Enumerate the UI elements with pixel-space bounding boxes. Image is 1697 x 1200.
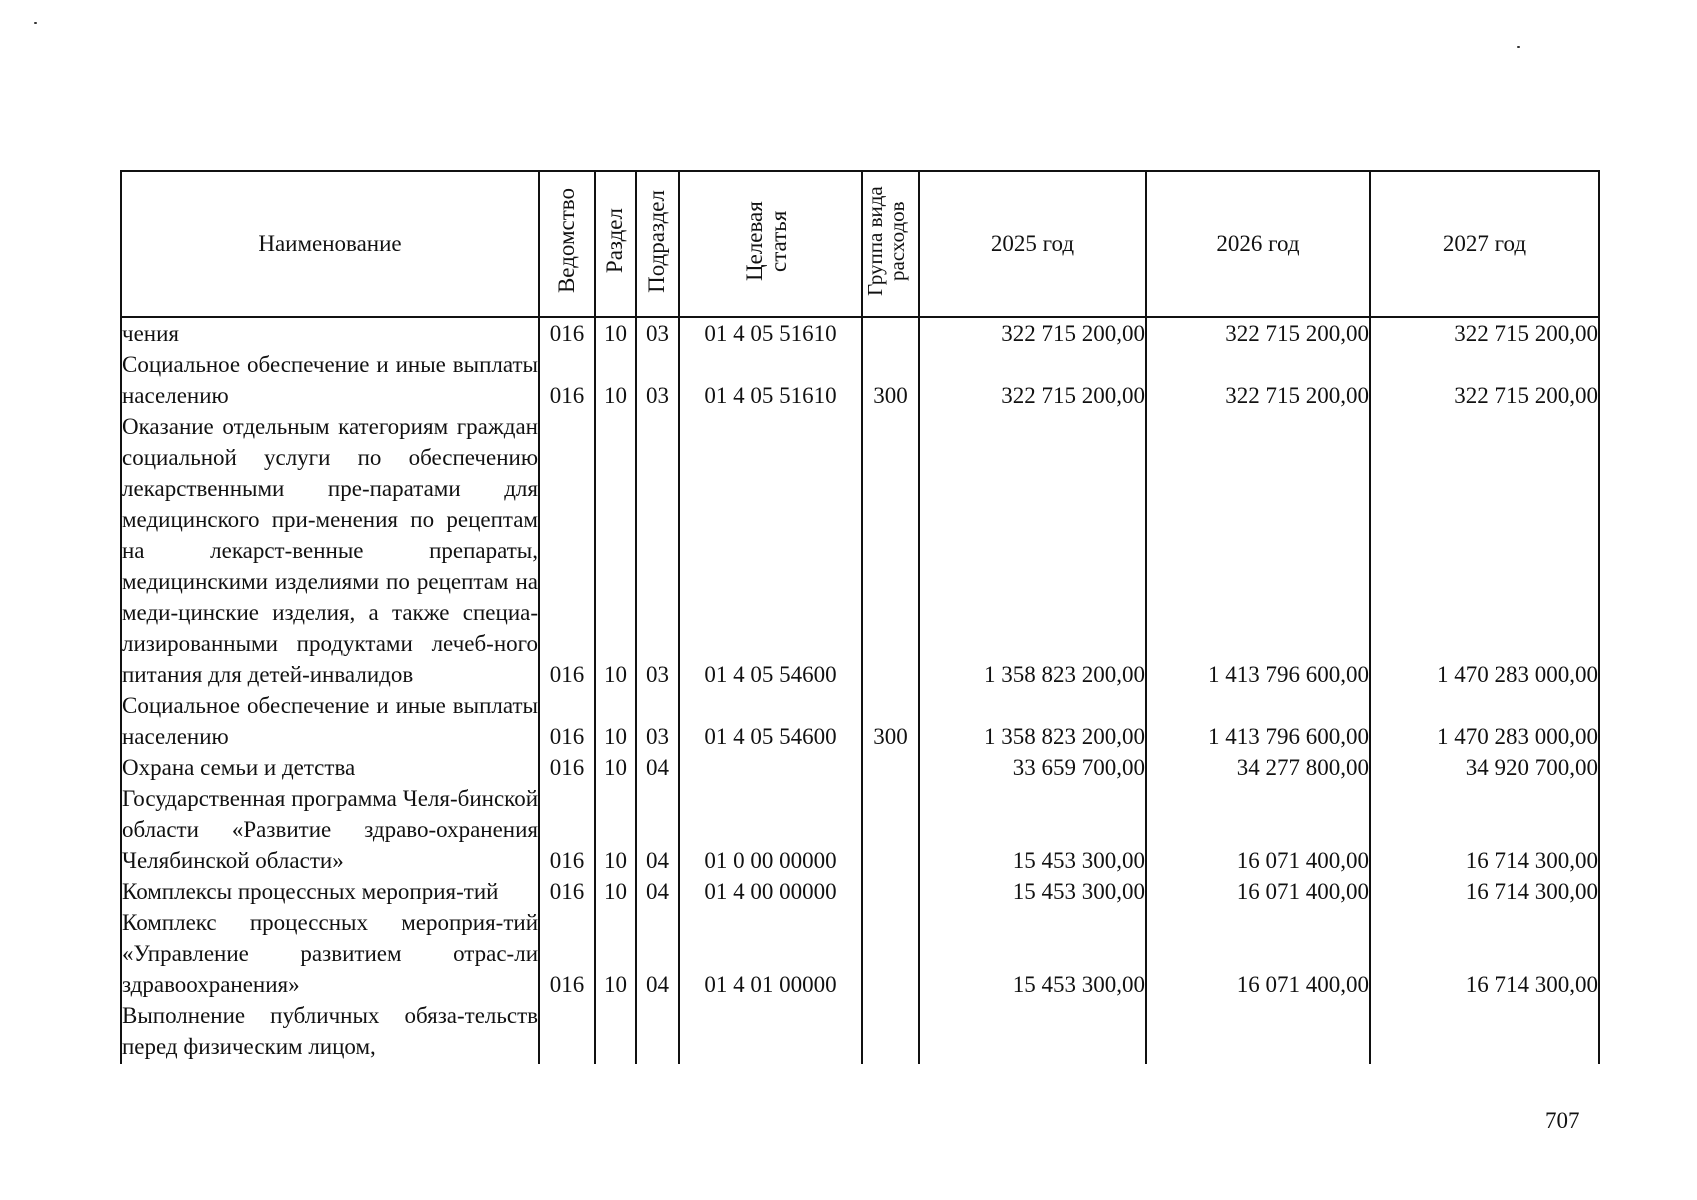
row-dept: 016 xyxy=(539,411,595,690)
row-subsection: 04 xyxy=(636,783,679,876)
row-dept: 016 xyxy=(539,349,595,411)
row-section: 10 xyxy=(595,349,636,411)
row-2025: 15 453 300,00 xyxy=(919,783,1146,876)
row-2025: 1 358 823 200,00 xyxy=(919,411,1146,690)
row-name: Охрана семьи и детства xyxy=(121,752,539,783)
table-header-row xyxy=(121,171,1599,317)
row-dept: 016 xyxy=(539,907,595,1000)
row-subsection: 03 xyxy=(636,349,679,411)
table-row xyxy=(121,1000,1599,1064)
row-target: 01 4 05 51610 xyxy=(679,349,862,411)
row-name: Комплекс процессных мероприя-тий «Управление развитием отрас-ли здравоохранения» xyxy=(121,907,539,1000)
page-number: 707 xyxy=(1545,1108,1580,1133)
table-row xyxy=(121,411,1599,690)
row-2025 xyxy=(919,1000,1146,1064)
row-dept: 016 xyxy=(539,876,595,907)
row-2027: 16 714 300,00 xyxy=(1370,876,1599,907)
row-group xyxy=(862,876,919,907)
row-subsection: 03 xyxy=(636,411,679,690)
row-name: Оказание отдельным категориям граждан социальной услуги по обеспечению лекарственными пре-паратами для медицинского при-менения по рецептам на лекарст-венные препараты, медицинскими изделиями по рецептам на меди-цинские изделия, а также специа-лизированными продуктами лечеб-ного питания для детей-инвалидов xyxy=(121,411,539,690)
row-target: 01 4 00 00000 xyxy=(679,876,862,907)
row-2025: 33 659 700,00 xyxy=(919,752,1146,783)
row-2025: 322 715 200,00 xyxy=(919,349,1146,411)
table-row xyxy=(121,690,1599,752)
row-target: 01 4 05 54600 xyxy=(679,690,862,752)
row-group xyxy=(862,1000,919,1064)
row-group: 300 xyxy=(862,349,919,411)
header-name: Наименование xyxy=(121,171,539,317)
row-2026: 16 071 400,00 xyxy=(1146,783,1370,876)
row-dept: 016 xyxy=(539,783,595,876)
row-name: Выполнение публичных обяза-тельств перед физическим лицом, xyxy=(121,1000,539,1064)
row-2027: 322 715 200,00 xyxy=(1370,317,1599,349)
header-subsection: Подраздел xyxy=(636,171,679,317)
row-subsection: 03 xyxy=(636,317,679,349)
row-dept: 016 xyxy=(539,690,595,752)
header-dept: Ведомство xyxy=(539,171,595,317)
header-2027: 2027 год xyxy=(1370,171,1599,317)
scan-speck xyxy=(34,22,37,24)
row-dept: 016 xyxy=(539,752,595,783)
row-target: 01 4 05 54600 xyxy=(679,411,862,690)
row-section: 10 xyxy=(595,411,636,690)
row-2026: 322 715 200,00 xyxy=(1146,349,1370,411)
row-2027: 1 470 283 000,00 xyxy=(1370,411,1599,690)
header-2026: 2026 год xyxy=(1146,171,1370,317)
row-2026: 34 277 800,00 xyxy=(1146,752,1370,783)
row-2026: 16 071 400,00 xyxy=(1146,876,1370,907)
row-2027: 322 715 200,00 xyxy=(1370,349,1599,411)
table-row xyxy=(121,317,1599,349)
row-subsection xyxy=(636,1000,679,1064)
row-2027 xyxy=(1370,1000,1599,1064)
row-target xyxy=(679,1000,862,1064)
table-row xyxy=(121,783,1599,876)
row-section: 10 xyxy=(595,690,636,752)
row-2026: 1 413 796 600,00 xyxy=(1146,690,1370,752)
row-group xyxy=(862,783,919,876)
scan-speck xyxy=(1517,46,1520,48)
row-section: 10 xyxy=(595,317,636,349)
header-group: Группа вида расходов xyxy=(862,171,919,317)
row-target: 01 4 01 00000 xyxy=(679,907,862,1000)
table-row xyxy=(121,752,1599,783)
row-2027: 1 470 283 000,00 xyxy=(1370,690,1599,752)
row-2026 xyxy=(1146,1000,1370,1064)
row-section: 10 xyxy=(595,876,636,907)
row-section: 10 xyxy=(595,783,636,876)
row-2026: 16 071 400,00 xyxy=(1146,907,1370,1000)
row-target xyxy=(679,752,862,783)
row-group xyxy=(862,317,919,349)
row-dept: 016 xyxy=(539,317,595,349)
row-subsection: 04 xyxy=(636,876,679,907)
row-group: 300 xyxy=(862,690,919,752)
header-target: Целевая статья xyxy=(679,171,862,317)
row-name: Социальное обеспечение и иные выплаты населению xyxy=(121,690,539,752)
budget-table xyxy=(120,170,1600,1064)
row-section xyxy=(595,1000,636,1064)
row-2027: 34 920 700,00 xyxy=(1370,752,1599,783)
table-row xyxy=(121,349,1599,411)
row-2026: 1 413 796 600,00 xyxy=(1146,411,1370,690)
row-name: Комплексы процессных мероприя-тий xyxy=(121,876,539,907)
row-2025: 15 453 300,00 xyxy=(919,876,1146,907)
row-section: 10 xyxy=(595,907,636,1000)
table-row xyxy=(121,876,1599,907)
header-section: Раздел xyxy=(595,171,636,317)
row-group xyxy=(862,907,919,1000)
row-name: Государственная программа Челя-бинской области «Развитие здраво-охранения Челябинской области» xyxy=(121,783,539,876)
row-2025: 322 715 200,00 xyxy=(919,317,1146,349)
table-row xyxy=(121,907,1599,1000)
row-name: Социальное обеспечение и иные выплаты населению xyxy=(121,349,539,411)
row-subsection: 04 xyxy=(636,907,679,1000)
row-name: чения xyxy=(121,317,539,349)
row-group xyxy=(862,752,919,783)
row-subsection: 03 xyxy=(636,690,679,752)
row-2025: 1 358 823 200,00 xyxy=(919,690,1146,752)
row-subsection: 04 xyxy=(636,752,679,783)
row-target: 01 0 00 00000 xyxy=(679,783,862,876)
header-2025: 2025 год xyxy=(919,171,1146,317)
row-group xyxy=(862,411,919,690)
row-section: 10 xyxy=(595,752,636,783)
row-2027: 16 714 300,00 xyxy=(1370,907,1599,1000)
row-2026: 322 715 200,00 xyxy=(1146,317,1370,349)
row-2027: 16 714 300,00 xyxy=(1370,783,1599,876)
row-2025: 15 453 300,00 xyxy=(919,907,1146,1000)
row-dept xyxy=(539,1000,595,1064)
row-target: 01 4 05 51610 xyxy=(679,317,862,349)
